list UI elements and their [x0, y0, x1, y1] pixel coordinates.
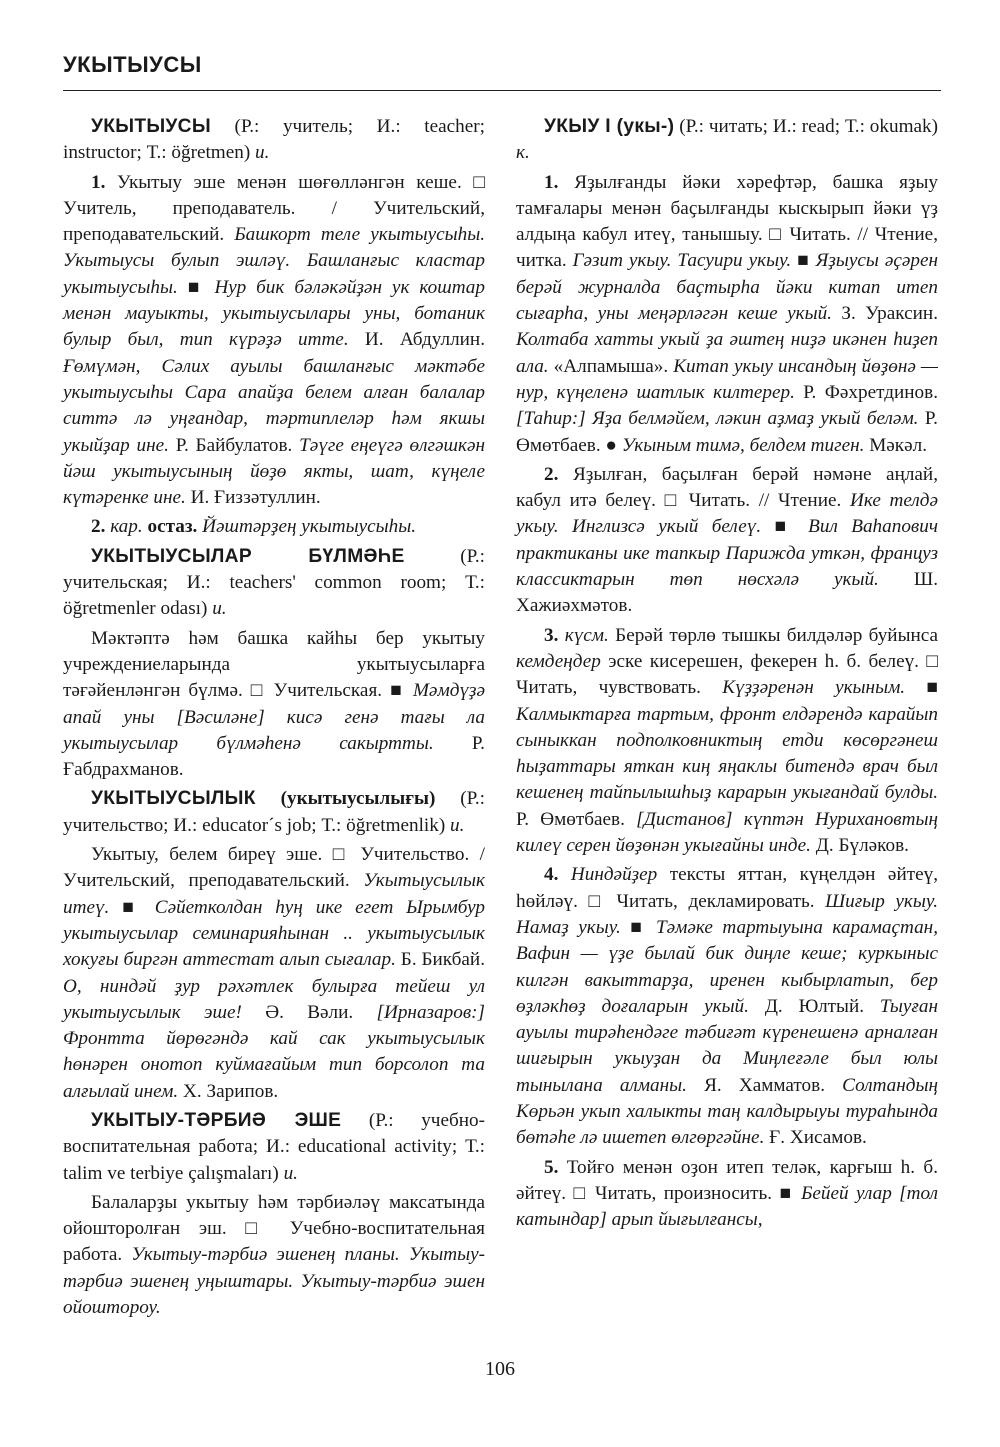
italic-text: Бейей улар [тол катындар] арып йығылғансы, [516, 1182, 938, 1231]
text-run: ■ [109, 896, 155, 918]
text-run: (Р.: читать; И.: read; Т.: okumak) [674, 116, 939, 137]
italic-text: кемдеңдер [516, 650, 601, 672]
italic-text: Ғөмүмән, Сәлих ауылы башланғыс мәктәбе укытыусыhы Сара апайҙа белем алған балалар ситтә лә уңғандар, тәртиплеләр hәм якшы укыйҙар ине. [63, 355, 485, 456]
text-run: И. Ғиззәтуллин. [185, 487, 321, 509]
text-run: тексты яттан, күңелдән әйтеү, hөйләү. □ Читать, декламировать. [516, 864, 939, 912]
italic-text: Укытыусылык итеү. [63, 870, 485, 918]
text-run: эске кисерешен, фекерен h. б. белеү. □ Читать, чувствовать. [516, 650, 938, 699]
bold-text: 3. [544, 624, 559, 646]
italic-text: Башкорт теле укытыусыhы. Укытыусы булып эшләү. Башланғыс кластар укытыусыhы. [63, 224, 485, 298]
italic-text: Ике телдә укыу. Инглизсә укый белеү. [516, 490, 938, 538]
text-run: Балаларҙы укытыу hәм тәрбиәләү максатында ойошторолған эш. □ Учебно-воспитательная работа. [63, 1191, 485, 1266]
entry-headline [63, 786, 485, 839]
text-run: Р. Байбулатов. [168, 434, 300, 456]
italic-text: и. [283, 1162, 298, 1184]
italic-text: и. [450, 814, 465, 836]
italic-text: күсм. [564, 624, 609, 646]
definition-paragraph [63, 170, 485, 512]
text-run: (Р.: учительская; И.: teachers' common room; Т.: öğretmenler odası) [63, 545, 485, 620]
italic-text: Шиғыр укыу. Намаҙ укыу. [516, 890, 938, 938]
text-run: (Р.: учебно-воспитательная работа; И.: educational activity; Т.: talim ve terbiye çalışmaları) [63, 1109, 485, 1184]
text-run: Мәкәл. [864, 434, 928, 456]
italic-text: Китап укыу инсандың йөҙөнә — нур, күңеленә шатлык килтерер. [516, 355, 938, 403]
italic-text: Укытыу-тәрбиә эшенең планы. Укытыу-тәрбиә эшенең уңыштары. Укытыу-тәрбиә эшен ойоштороу. [63, 1244, 485, 1319]
text-run: «Алпамыша». [548, 355, 674, 377]
headword: УКЫТЫУСЫЛАР БҮЛМӘҺЕ [91, 545, 405, 567]
italic-text: и. [212, 598, 227, 620]
definition-paragraph [63, 1190, 485, 1321]
bold-text: 1. [91, 171, 106, 193]
italic-text: Вил Вahапович практиканы ике тапкыр Парижда уткән, француз классиктарын төп нөсхәлә укый. [516, 516, 939, 591]
text-run: Я. Хамматов. [686, 1074, 843, 1096]
italic-text: кар. [110, 516, 143, 538]
definition-paragraph [516, 170, 938, 459]
text-run: Ә. Вәли. [241, 1001, 377, 1023]
entry-headline [63, 114, 485, 167]
italic-text: [Ирназаров:] Фронтта йөрөгәндә кай сак укытыусылык hөнәрен онотоп куймағайым тип борсолоп та алғылай инем. [63, 1001, 485, 1102]
text-run: Р. Өмөтбаев. [516, 808, 637, 830]
italic-text: О, ниндәй ҙур рәхәтлек булырға тейеш ул укытыусылык эше! [63, 975, 485, 1023]
text-run: Укытыу, белем биреү эше. □ Учительство. / Учительский, преподавательский. [63, 844, 485, 892]
entry-headline [516, 114, 938, 167]
bold-text: (укытыусылығы) [255, 788, 436, 810]
italic-text: [Дистанов] күптән Нурихановтың килеү серен йөҙөнән укығайны инде. [516, 808, 938, 857]
text-run: З. Ураксин. [831, 303, 938, 325]
text-run: Д. Юлтый. [748, 995, 880, 1017]
bold-text: 1. [544, 171, 559, 193]
text-run: Б. Бикбай. [395, 949, 485, 971]
italic-text: Нур бик бәләкәйҙән ук коштар менән мауыкты, укытыусылары уны, ботаник булыр был, тип күрәҙә итте. [63, 276, 485, 351]
left-column [63, 114, 485, 1324]
entry-headline [63, 544, 485, 623]
italic-text: Яҙыусы әҫәрен берәй журналда баҫтырhа йәки китап итеп сығарhа, уны меңәрләгән кеше укый. [516, 250, 938, 325]
text-run: И. Абдуллин. [348, 329, 485, 351]
italic-text: Сәйетколдан һуң ике егет Ырымбур укытыусылар семинарияhынан .. укытыусылык хокуғы биргән аттестат алып сығалар. [63, 896, 485, 971]
text-run: ■ [791, 250, 816, 272]
text-run: Тойғо менән оҙон итеп теләк, карғыш h. б. әйтеү. □ Читать, произносить. ■ [516, 1156, 938, 1204]
italic-text: и. [255, 142, 270, 164]
italic-text: к. [516, 142, 530, 164]
text-run: Яҙылған, баҫылған берәй нәмәне аңлай, кабул итә белеү. □ Читать. // Чтение. [516, 463, 938, 512]
bold-text: 2. [544, 463, 559, 485]
text-run: ■ [905, 677, 938, 699]
text-run: Д. Бүләков. [810, 835, 909, 857]
text-run: (Р.: учительство; И.: educator´s job; Т.: öğretmenlik) [63, 788, 485, 836]
italic-text: Йәштәрҙең укытыусыhы. [202, 516, 417, 538]
text-run: (Р.: учитель; И.: teacher; instructor; Т.: öğretmen) [63, 116, 485, 164]
text-run: Берәй төрлө тышкы билдәләр буйынса [608, 624, 939, 646]
text-run: ■ [620, 916, 656, 938]
running-head: УКЫТЫУСЫ [63, 52, 202, 77]
italic-text: Укыным тимә, белдем тиген. [621, 434, 865, 456]
italic-text: Тәүге еңеүгә өлгәшкән йәш укытыусының йөҙө якты, шат, күңеле күтәренке ине. [63, 434, 485, 509]
bold-text: 5. [544, 1156, 559, 1178]
definition-paragraph [516, 462, 938, 620]
text-run: ■ [761, 516, 809, 538]
bold-text: 2. [91, 516, 106, 538]
bold-text: 4. [544, 864, 559, 886]
italic-text: [Таhир:] Яҙа белмәйем, ләкин аҙмаҙ укый беләм. [516, 408, 919, 430]
bold-text: остаз. [142, 516, 198, 538]
text-run: Х. Зарипов. [178, 1080, 279, 1102]
italic-text: Гәзит укыу. Тасуири укыу. [572, 250, 792, 272]
italic-text: Тәмәке тартыуына карамаҫтан, Вафин — үҙе былай бик диңле кеше; куркыныс килгән вакыттарҙа, иренен кыбырлатып, бер өҙләкhөҙ доғаларын укый. [516, 916, 938, 1017]
headword: УКЫТЫУСЫ [91, 116, 211, 137]
headword: УКЫТЫУСЫЛЫК [91, 788, 256, 810]
italic-text: Тыуған ауылы тирәhендәге тәбиғәт күренешенә арналған шиғырын укыуҙан да Миңлеғәле был юлы тынылана алманы. [516, 995, 938, 1096]
definition-paragraph [63, 842, 485, 1105]
text-run: Укытыу эше менән шөғөлләнгән кеше. □ Учитель, преподаватель. / Учительский, преподавательский. [63, 171, 485, 246]
text-run: Р. Ғабдрахманов. [63, 732, 485, 781]
header-rule [63, 90, 941, 91]
italic-text: Ниндәйҙер [570, 864, 658, 886]
text-run: Яҙылғанды йәки хәрефтәр, башка яҙыу тамғалары менән баҫылғанды кыскырып йәки үҙ алдыңа кабул итеү, танышыу. □ Читать. // Чтение, читка. [516, 171, 938, 272]
text-run [558, 864, 570, 885]
italic-text: Калмыктарға тартым, фронт елдәрендә карайып сыныккан подполковниктың етди көсөргәнеш hыҙаттары яткан киң яңаклы битендә врач был кешенең тайпылышhыҙ карарын укығандай булды. [516, 703, 938, 804]
italic-text: Солтандың Көрьән укып халыкты таң калдырыуы тураhында бөтәhе лә ишетеп өлгөргәйне. [516, 1074, 938, 1149]
text-run: Р. Фәхретдинов. [794, 381, 938, 403]
text-run: Ғ. Хисамов. [764, 1127, 867, 1149]
italic-text: Күҙҙәренән укыным. [722, 677, 906, 699]
definition-paragraph [63, 626, 485, 784]
text-run: ■ [177, 276, 215, 298]
definition-paragraph [516, 1155, 938, 1234]
headword: УКЫТЫУ-ТӘРБИӘ ЭШЕ [91, 1109, 342, 1131]
text-run: Р. Өмөтбаев. ● [516, 408, 938, 456]
right-column [516, 114, 938, 1236]
definition-paragraph [63, 514, 485, 540]
entry-headline [63, 1108, 485, 1187]
italic-text: Колтаба хатты укый ҙа әштең ниҙә икәнен hиҙеп ала. [516, 329, 938, 377]
italic-text: Мәмдүҙә апай уны [Вәсиләне] кисә генә тағы ла укытыусылар бүлмәhенә сакыртты. [63, 680, 485, 754]
text-run: Ш. Хажиәхмәтов. [516, 569, 938, 617]
text-run: Мәктәптә hәм башка кайhы бер укытыу учреждениеларында укытыусыларға тәғәйенләнгән бүлмә. □ Учительская. ■ [63, 627, 485, 702]
headword: УКЫУ I (укы-) [544, 116, 675, 137]
definition-paragraph [516, 862, 938, 1151]
definition-paragraph [516, 623, 938, 860]
page-number: 106 [485, 1358, 515, 1380]
